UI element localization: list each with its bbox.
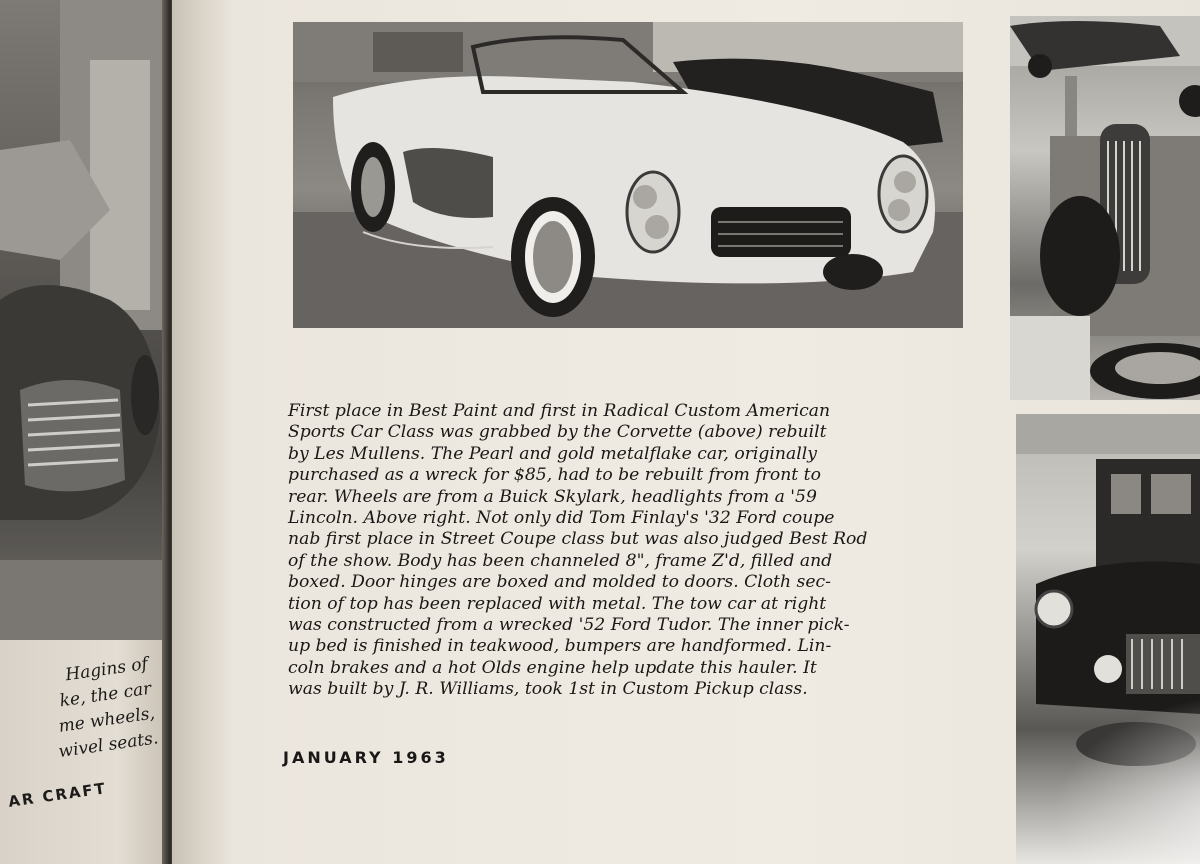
issue-date-folio: JANUARY 1963 — [283, 748, 449, 767]
left-caption-line: me wheels, — [57, 703, 157, 737]
left-page-photo — [0, 0, 165, 640]
left-caption-line: Hagins of — [64, 653, 150, 686]
corvette-photo — [293, 22, 963, 328]
caption-line: coln brakes and a hot Olds engine help update this hauler. It — [288, 657, 817, 678]
caption-line: of the show. Body has been channeled 8", frame Z'd, filled and — [288, 550, 833, 571]
tow-car-photo — [1016, 414, 1200, 864]
left-caption-line: ke, the car — [58, 678, 153, 712]
hot-rod-photo — [1010, 16, 1200, 400]
caption-line: was constructed from a wrecked '52 Ford Tudor. The inner pick- — [288, 615, 850, 636]
left-caption-line: wivel seats. — [57, 728, 160, 763]
left-page-footer: AR CRAFT — [7, 779, 108, 811]
caption-line: up bed is finished in teakwood, bumpers are handformed. Lin- — [288, 636, 832, 657]
caption-line: by Les Mullens. The Pearl and gold metalflake car, originally — [288, 443, 817, 464]
article-caption — [288, 401, 968, 701]
caption-line: boxed. Door hinges are boxed and molded to doors. Cloth sec- — [288, 572, 831, 593]
caption-line: Sports Car Class was grabbed by the Corvette (above) rebuilt — [288, 422, 827, 443]
caption-line: purchased as a wreck for $85, had to be rebuilt from front to — [288, 465, 821, 486]
right-page — [172, 0, 1200, 864]
left-page — [0, 0, 168, 864]
caption-line: nab first place in Street Coupe class but was also judged Best Rod — [288, 529, 868, 550]
caption-line: rear. Wheels are from a Buick Skylark, headlights from a '59 — [288, 486, 817, 507]
caption-line: was built by J. R. Williams, took 1st in Custom Pickup class. — [288, 679, 808, 700]
caption-line: tion of top has been replaced with metal. The tow car at right — [288, 593, 827, 614]
caption-line: Lincoln. Above right. Not only did Tom Finlay's '32 Ford coupe — [288, 508, 835, 529]
left-page-caption — [0, 652, 160, 772]
caption-line: First place in Best Paint and first in Radical Custom American — [288, 401, 831, 421]
